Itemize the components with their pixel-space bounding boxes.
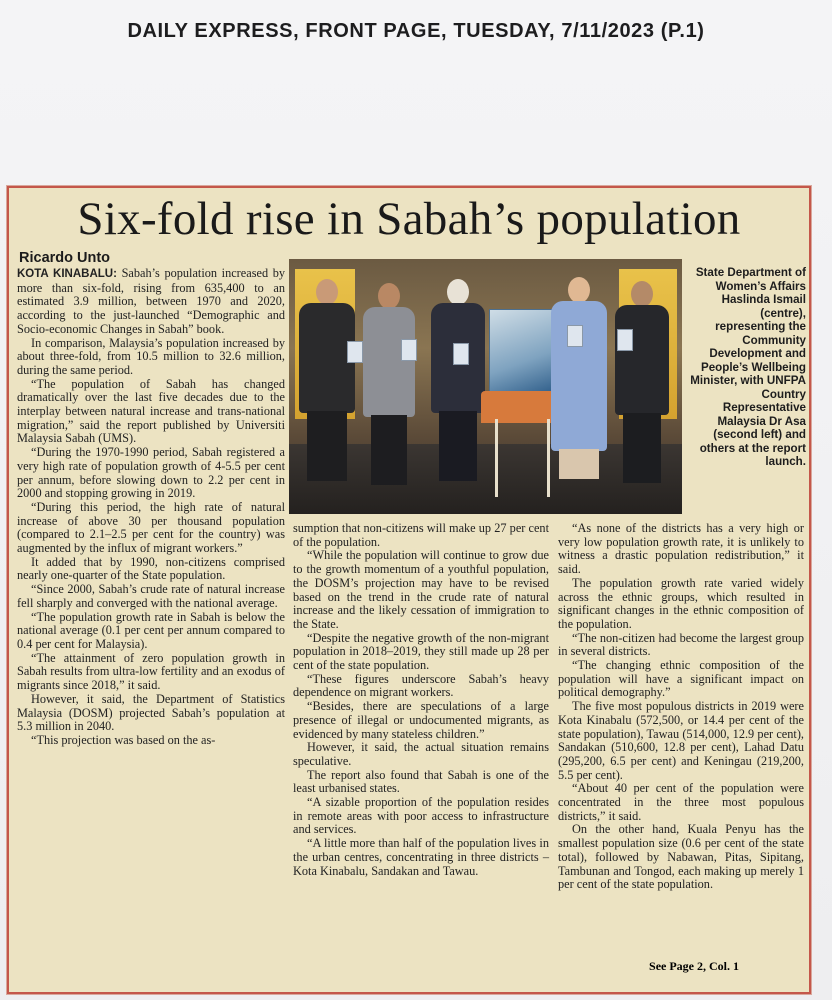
easel-leg <box>547 419 550 497</box>
paragraph: “During the 1970-1990 period, Sabah registered a very high rate of population growth of 4-5.5 per cent per annum, before slowing down to 2.2 per cent in 2000 and stopping growing in 2019. <box>17 445 285 501</box>
person <box>615 281 669 509</box>
paragraph: “These figures underscore Sabah’s heavy dependence on migrant workers. <box>293 671 549 700</box>
book-display-easel <box>489 309 553 395</box>
book <box>617 329 633 351</box>
paragraph: In comparison, Malaysia’s population increased by about three-fold, from 10.5 million to 32.6 million, during the same period. <box>17 335 285 377</box>
paragraph: The population growth rate varied widely across the ethnic groups, which resulted in significant changes in the ethnic composition of the population. <box>558 575 804 631</box>
person <box>431 279 485 509</box>
photo-caption: State Department of Women’s Affairs Haslinda Ismail (centre), representing the Community Development and People’s Wellbeing Minister, with UNFPA Country Representative Malaysia Dr Asa (second left) and others at the report launch. <box>690 266 806 468</box>
paragraph: “The population of Sabah has changed dramatically over the last five decades due to the interplay between natural increase and trans-national migration,” said the report published by Universiti Malaysia Sabah (UMS). <box>17 376 285 446</box>
book <box>567 325 583 347</box>
paragraph: “Besides, there are speculations of a large presence of illegal or undocumented migrants, as evidenced by many stateless children.” <box>293 699 549 741</box>
article-column-3 <box>558 522 804 892</box>
paragraph: “As none of the districts has a very high or very low population growth rate, it is unlikely to witness a drastic population redistribution,” it said. <box>558 521 804 577</box>
dateline: KOTA KINABALU: <box>17 268 117 280</box>
person <box>299 279 355 509</box>
paragraph: “During this period, the high rate of natural increase of above 30 per thousand population (compared to 2.1–2.5 per cent for the country) was augmented by the influx of migrant workers.” <box>17 499 285 556</box>
paragraph: “While the population will continue to grow due to the growth momentum of a youthful population, the DOSM’s projection may have to be revised based on the trend in the crude rate of natural increase and the likely cessation of immigration to the State. <box>293 548 549 631</box>
article-byline: Ricardo Unto <box>19 250 111 266</box>
paragraph: “A sizable proportion of the population resides in remote areas with poor access to infrastructure and services. <box>293 795 549 837</box>
paragraph: It added that by 1990, non-citizens comprised nearly one-quarter of the State population. <box>17 554 285 583</box>
paragraph: The report also found that Sabah is one of the least urbanised states. <box>293 767 549 796</box>
article-column-2 <box>293 522 549 878</box>
paragraph: “The changing ethnic composition of the population will have a significant impact on political demography.” <box>558 658 804 700</box>
launch-photo <box>289 259 682 514</box>
paragraph: However, it said, the Department of Statistics Malaysia (DOSM) projected Sabah’s population at 5.3 million in 2040. <box>17 691 285 734</box>
paragraph: KOTA KINABALU: Sabah’s population increased by more than six-fold, rising from 635,400 to an estimated 3.9 million, between 1970 and 2020, according to the just-launched “Demographic and Socio-economic Changes in Sabah” book. <box>17 266 286 336</box>
paragraph: “The population growth rate in Sabah is below the national average (0.1 per cent per annum compared to 0.4 per cent for Malaysia). <box>17 609 285 651</box>
paragraph: “About 40 per cent of the population were concentrated in the three most populous districts,” it said. <box>558 781 804 823</box>
paragraph: On the other hand, Kuala Penyu has the smallest population size (0.6 per cent of the state total), followed by Nabawan, Pitas, Sipitang, Tambunan and Tongod, each making up merely 1 per cent of the state population. <box>558 822 804 892</box>
paragraph: “Since 2000, Sabah’s crude rate of natural increase fell sharply and converged with the national average. <box>17 582 285 610</box>
paragraph: “This projection was based on the as- <box>31 732 216 747</box>
continuation-note: See Page 2, Col. 1 <box>649 959 739 973</box>
book <box>401 339 417 361</box>
paragraph: However, it said, the actual situation remains speculative. <box>293 740 549 768</box>
person <box>363 283 415 509</box>
paragraph: “A little more than half of the population lives in the urban centres, concentrating in three districts – Kota Kinabalu, Sandakan and Tawau. <box>293 836 549 878</box>
paragraph: “Despite the negative growth of the non-migrant population in 2018–2019, they still made up 28 per cent of the state population. <box>293 630 549 673</box>
page-header: DAILY EXPRESS, FRONT PAGE, TUESDAY, 7/11/2023 (P.1) <box>127 20 705 42</box>
paragraph: The five most populous districts in 2019 were Kota Kinabalu (572,500, or 14.4 per cent of the state population), Tawau (514,000, 12.9 per cent), Sandakan (510,600, 12.8 per cent), Lahad Datu (295,200, 6.5 per cent) and Keningau (219,200, 5.5 per cent). <box>558 699 804 782</box>
paragraph: “The attainment of zero population growth in Sabah results from ultra-low fertility and an exodus of migrants since 2018,” it said. <box>17 650 285 693</box>
book <box>347 341 363 363</box>
person <box>551 277 607 503</box>
paragraph: sumption that non-citizens will make up 27 per cent of the population. <box>293 521 549 549</box>
newspaper-clipping <box>7 186 811 994</box>
book <box>453 343 469 365</box>
article-column-1 <box>17 267 285 748</box>
easel-leg <box>495 419 498 497</box>
article-headline: Six-fold rise in Sabah’s population <box>77 193 741 245</box>
paragraph: “The non-citizen had become the largest group in several districts. <box>558 630 804 659</box>
